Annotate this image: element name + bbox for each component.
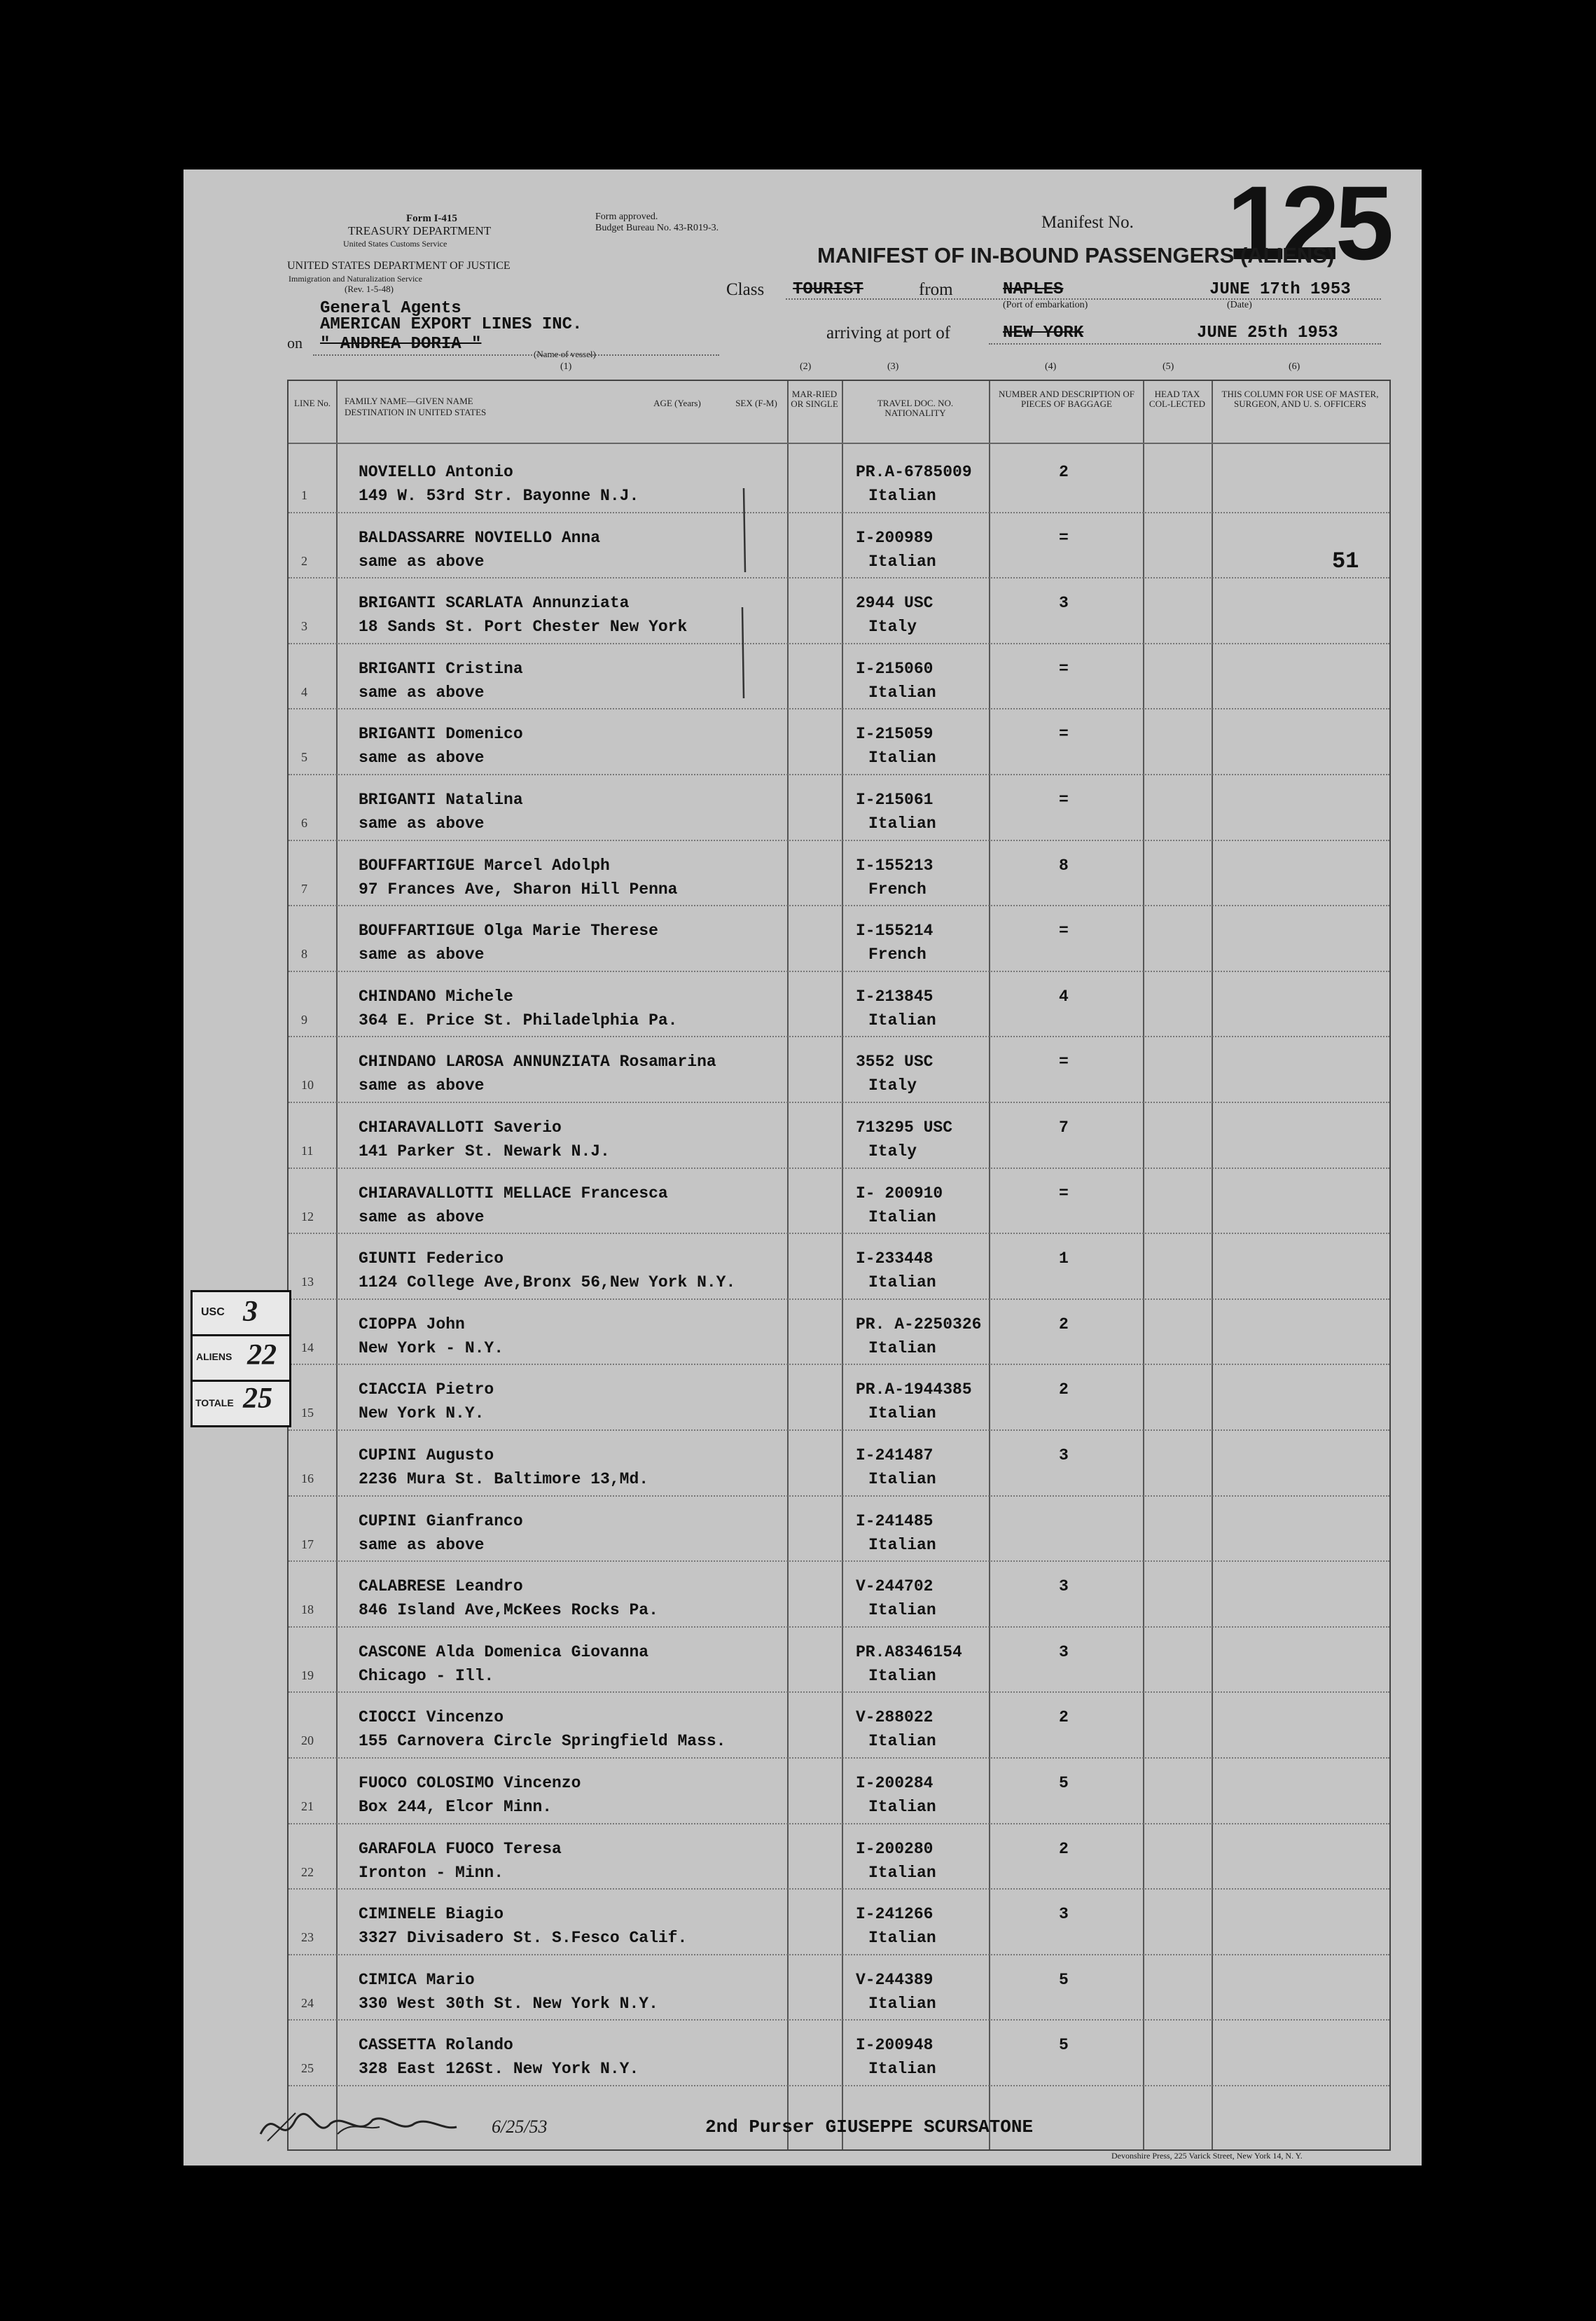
baggage-count: = — [1059, 528, 1069, 547]
passenger-destination: 3327 Divisadero St. S.Fesco Calif. — [359, 1929, 688, 1948]
table-row — [289, 1495, 1389, 1497]
travel-doc-number: I-213845 — [856, 987, 934, 1006]
line-number: 3 — [301, 619, 307, 634]
travel-doc-number: I-241266 — [856, 1905, 934, 1924]
table-row — [289, 1823, 1389, 1824]
line-number: 18 — [301, 1602, 314, 1617]
table-row — [289, 1429, 1389, 1431]
line-number: 25 — [301, 2061, 314, 2076]
travel-doc-number: 713295 USC — [856, 1118, 953, 1137]
baggage-count: 4 — [1059, 987, 1069, 1006]
passenger-name: CIMINELE Biagio — [359, 1905, 504, 1924]
baggage-count: 2 — [1059, 1380, 1069, 1399]
col-sex: SEX (F-M) — [735, 398, 777, 408]
travel-doc-number: I-215061 — [856, 791, 934, 809]
table-row — [289, 1954, 1389, 1955]
passenger-destination: Ironton - Minn. — [359, 1863, 504, 1882]
line-number: 22 — [301, 1864, 314, 1879]
table-row — [289, 1298, 1389, 1300]
col1-marker: (1) — [560, 361, 572, 372]
handwritten-signature — [254, 2092, 520, 2155]
table-row — [289, 1102, 1389, 1103]
table-row — [289, 1888, 1389, 1890]
line-number: 8 — [301, 947, 307, 962]
baggage-count: 3 — [1059, 594, 1069, 613]
nationality: Italy — [868, 618, 917, 637]
manifest-sheet — [183, 164, 1422, 2166]
passenger-name: NOVIELLO Antonio — [359, 463, 513, 481]
manifest-no-label: Manifest No. — [1041, 213, 1134, 232]
baggage-count: 3 — [1059, 1577, 1069, 1596]
baggage-count: 3 — [1059, 1642, 1069, 1661]
travel-doc-number: 3552 USC — [856, 1053, 934, 1072]
baggage-count: 5 — [1059, 1774, 1069, 1792]
manifest-title: MANIFEST OF IN-BOUND PASSENGERS (ALIENS) — [817, 243, 1335, 268]
baggage-count: = — [1059, 1053, 1069, 1072]
arriving-label: arriving at port of — [826, 324, 951, 342]
travel-doc-number: I-200948 — [856, 2036, 934, 2055]
line-number: 20 — [301, 1733, 314, 1748]
class-dotline — [786, 298, 1381, 300]
passenger-name: CHIARAVALLOTI Saverio — [359, 1118, 562, 1137]
col-head-tax: HEAD TAX COL-LECTED — [1149, 389, 1206, 409]
passenger-name: FUOCO COLOSIMO Vincenzo — [359, 1774, 581, 1792]
signature-date: 6/25/53 — [492, 2116, 548, 2137]
total-label: TOTALE — [195, 1397, 234, 1408]
justice-dept: UNITED STATES DEPARTMENT OF JUSTICE — [287, 260, 511, 272]
nationality: Italian — [868, 1666, 936, 1685]
baggage-count: 5 — [1059, 2036, 1069, 2055]
col-destination: DESTINATION IN UNITED STATES — [345, 407, 487, 417]
table-row — [289, 905, 1389, 906]
line-number: 12 — [301, 1209, 314, 1224]
travel-doc-number: V-288022 — [856, 1708, 934, 1727]
usc-label: USC — [201, 1306, 225, 1318]
aliens-count: 22 — [247, 1339, 277, 1371]
table-row — [289, 643, 1389, 644]
passenger-name: CUPINI Augusto — [359, 1446, 494, 1464]
arrival-port: NEW YORK — [1003, 324, 1084, 342]
line-number: 14 — [301, 1340, 314, 1355]
nationality: Italian — [868, 1732, 936, 1751]
line-number: 21 — [301, 1799, 314, 1813]
line-number: 24 — [301, 1995, 314, 2010]
nationality: Italian — [868, 683, 936, 702]
passenger-destination: 18 Sands St. Port Chester New York — [359, 618, 688, 637]
manifest-number: 125 — [1227, 164, 1390, 282]
arrival-dotline — [989, 343, 1381, 345]
table-row — [289, 1168, 1389, 1169]
nationality: Italian — [868, 1994, 936, 2013]
col-married: MAR-RIED OR SINGLE — [791, 389, 838, 409]
travel-doc-number: PR. A-2250326 — [856, 1315, 982, 1333]
line-number: 13 — [301, 1275, 314, 1289]
nationality: Italian — [868, 815, 936, 833]
table-row — [289, 1364, 1389, 1365]
line-number: 15 — [301, 1406, 314, 1420]
baggage-count: = — [1059, 791, 1069, 809]
col-name: FAMILY NAME—GIVEN NAME — [345, 396, 473, 406]
printer-credit: Devonshire Press, 225 Varick Street, New York 14, N. Y. — [1111, 2151, 1303, 2161]
col6-marker: (6) — [1289, 361, 1300, 372]
line-number: 7 — [301, 881, 307, 896]
passenger-destination: 2236 Mura St. Baltimore 13,Md. — [359, 1470, 649, 1488]
embarkation-note: (Port of embarkation) — [1003, 300, 1088, 310]
nationality: Italian — [868, 1011, 936, 1030]
passenger-destination: same as above — [359, 1207, 485, 1226]
table-row — [289, 1233, 1389, 1234]
aliens-label: ALIENS — [196, 1351, 233, 1362]
baggage-count: = — [1059, 659, 1069, 678]
travel-doc-number: I-215059 — [856, 725, 934, 744]
nationality: Italian — [868, 1273, 936, 1292]
table-row — [289, 708, 1389, 709]
passenger-destination: Box 244, Elcor Minn. — [359, 1798, 553, 1816]
passenger-destination: 141 Parker St. Newark N.J. — [359, 1142, 610, 1160]
baggage-count: 2 — [1059, 463, 1069, 481]
passenger-destination: 846 Island Ave,McKees Rocks Pa. — [359, 1601, 658, 1620]
purser-line: 2nd Purser GIUSEPPE SCURSATONE — [705, 2116, 1034, 2138]
travel-doc-number: V-244702 — [856, 1577, 934, 1596]
revision: (Rev. 1-5-48) — [345, 284, 394, 294]
col4-marker: (4) — [1045, 361, 1057, 372]
nationality: Italian — [868, 487, 936, 505]
form-approved: Form approved. — [595, 212, 658, 222]
nationality: French — [868, 945, 927, 964]
nationality: Italian — [868, 1535, 936, 1554]
passenger-name: BOUFFARTIGUE Olga Marie Therese — [359, 922, 658, 941]
travel-doc-number: I-241485 — [856, 1511, 934, 1530]
travel-doc-number: V-244389 — [856, 1970, 934, 1989]
col2-marker: (2) — [800, 361, 812, 372]
passenger-name: CIACCIA Pietro — [359, 1380, 494, 1399]
nationality: Italian — [868, 2060, 936, 2079]
passenger-name: CASSETTA Rolando — [359, 2036, 513, 2055]
baggage-count: 3 — [1059, 1905, 1069, 1924]
passenger-name: BRIGANTI Domenico — [359, 725, 523, 744]
line-number: 17 — [301, 1537, 314, 1551]
class-label: Class — [726, 280, 765, 299]
nationality: Italian — [868, 1207, 936, 1226]
travel-doc-number: PR.A-1944385 — [856, 1380, 972, 1399]
line-number: 1 — [301, 488, 307, 502]
nationality: Italian — [868, 1929, 936, 1948]
passenger-destination: same as above — [359, 815, 485, 833]
baggage-count: 2 — [1059, 1315, 1069, 1333]
passenger-destination: same as above — [359, 683, 485, 702]
line-number: 4 — [301, 684, 307, 699]
travel-doc-number: PR.A8346154 — [856, 1642, 962, 1661]
nationality: Italy — [868, 1076, 917, 1095]
col-line-no: LINE No. — [294, 398, 331, 408]
line-number: 9 — [301, 1012, 307, 1027]
passenger-destination: same as above — [359, 552, 485, 571]
col5-marker: (5) — [1163, 361, 1174, 372]
from-value: NAPLES — [1003, 280, 1064, 299]
passenger-name: CIOPPA John — [359, 1315, 465, 1333]
nationality: Italian — [868, 749, 936, 768]
col-officers: THIS COLUMN FOR USE OF MASTER, SURGEON, AND U. S. OFFICERS — [1221, 389, 1379, 409]
baggage-count: 1 — [1059, 1249, 1069, 1268]
baggage-count: 7 — [1059, 1118, 1069, 1137]
table-row — [289, 840, 1389, 841]
passenger-name: BRIGANTI Cristina — [359, 659, 523, 678]
baggage-count: 5 — [1059, 1970, 1069, 1989]
line-number: 11 — [301, 1144, 314, 1158]
passenger-name: CUPINI Gianfranco — [359, 1511, 523, 1530]
table-row — [289, 512, 1389, 513]
line-number: 6 — [301, 816, 307, 830]
class-value: TOURIST — [793, 280, 863, 299]
vessel-dotline — [313, 354, 719, 356]
travel-doc-number: PR.A-6785009 — [856, 463, 972, 481]
nationality: Italian — [868, 1798, 936, 1816]
passenger-destination: 155 Carnovera Circle Springfield Mass. — [359, 1732, 726, 1751]
date-note: (Date) — [1227, 300, 1252, 310]
travel-doc-number: I-155214 — [856, 922, 934, 941]
passenger-name: CIMICA Mario — [359, 1970, 475, 1989]
table-row — [289, 774, 1389, 775]
usc-count: 3 — [243, 1296, 258, 1328]
travel-doc-number: I-200284 — [856, 1774, 934, 1792]
form-number: Form I-415 — [406, 213, 457, 224]
officer-note: 51 — [1332, 548, 1359, 574]
from-label: from — [919, 280, 953, 299]
passenger-name: BALDASSARRE NOVIELLO Anna — [359, 528, 601, 547]
baggage-count: = — [1059, 1184, 1069, 1203]
nationality: Italian — [868, 1404, 936, 1423]
nationality: Italian — [868, 1338, 936, 1357]
passenger-destination: 149 W. 53rd Str. Bayonne N.J. — [359, 487, 639, 505]
travel-doc-number: I-215060 — [856, 659, 934, 678]
table-row — [289, 2019, 1389, 2021]
passenger-name: GIUNTI Federico — [359, 1249, 504, 1268]
passenger-destination: 328 East 126St. New York N.Y. — [359, 2060, 639, 2079]
baggage-count: = — [1059, 922, 1069, 941]
arrival-date: JUNE 25th 1953 — [1197, 324, 1338, 342]
on-label: on — [287, 334, 303, 352]
tally-stamp — [190, 1290, 291, 1427]
ins-service: Immigration and Naturalization Service — [289, 274, 422, 284]
departure-date: JUNE 17th 1953 — [1209, 280, 1351, 299]
passenger-name: GARAFOLA FUOCO Teresa — [359, 1839, 562, 1858]
passenger-name: CASCONE Alda Domenica Giovanna — [359, 1642, 649, 1661]
passenger-destination: same as above — [359, 749, 485, 768]
passenger-destination: 97 Frances Ave, Sharon Hill Penna — [359, 880, 678, 899]
travel-doc-number: I-200280 — [856, 1839, 934, 1858]
table-row — [289, 1691, 1389, 1693]
agents-line1: General Agents — [320, 299, 462, 318]
line-number: 10 — [301, 1078, 314, 1093]
line-number: 2 — [301, 553, 307, 568]
passenger-table — [287, 380, 1391, 2151]
passenger-name: CHINDANO Michele — [359, 987, 513, 1006]
baggage-count: 2 — [1059, 1708, 1069, 1727]
passenger-name: CIOCCI Vincenzo — [359, 1708, 504, 1727]
travel-doc-number: I-155213 — [856, 856, 934, 875]
line-number: 23 — [301, 1930, 314, 1945]
table-row — [289, 1036, 1389, 1037]
line-number: 5 — [301, 750, 307, 765]
table-row — [289, 1757, 1389, 1759]
nationality: Italian — [868, 1601, 936, 1620]
table-row — [289, 1626, 1389, 1628]
passenger-destination: same as above — [359, 945, 485, 964]
passenger-destination: 364 E. Price St. Philadelphia Pa. — [359, 1011, 678, 1030]
passenger-destination: New York N.Y. — [359, 1404, 485, 1423]
col-travel-doc: TRAVEL DOC. NO. NATIONALITY — [877, 398, 954, 418]
col-baggage: NUMBER AND DESCRIPTION OF PIECES OF BAGGAGE — [999, 389, 1134, 409]
vessel-note: (Name of vessel) — [534, 349, 596, 359]
passenger-name: BRIGANTI Natalina — [359, 791, 523, 809]
baggage-count: 2 — [1059, 1839, 1069, 1858]
baggage-count: = — [1059, 725, 1069, 744]
table-row — [289, 971, 1389, 972]
travel-doc-number: 2944 USC — [856, 594, 934, 613]
travel-doc-number: I-233448 — [856, 1249, 934, 1268]
nationality: Italian — [868, 1470, 936, 1488]
agents-line2: AMERICAN EXPORT LINES INC. — [320, 315, 583, 334]
passenger-destination: New York - N.Y. — [359, 1338, 504, 1357]
col3-marker: (3) — [887, 361, 899, 372]
nationality: Italian — [868, 1863, 936, 1882]
nationality: French — [868, 880, 927, 899]
passenger-name: BOUFFARTIGUE Marcel Adolph — [359, 856, 610, 875]
total-count: 25 — [243, 1383, 272, 1415]
treasury-dept: TREASURY DEPARTMENT — [348, 224, 492, 237]
passenger-destination: Chicago - Ill. — [359, 1666, 494, 1685]
line-number: 16 — [301, 1471, 314, 1485]
table-row — [289, 1560, 1389, 1562]
passenger-name: CHINDANO LAROSA ANNUNZIATA Rosamarina — [359, 1053, 716, 1072]
passenger-name: CHIARAVALLOTTI MELLACE Francesca — [359, 1184, 668, 1203]
customs-service: United States Customs Service — [343, 239, 447, 249]
passenger-name: BRIGANTI SCARLATA Annunziata — [359, 594, 630, 613]
baggage-count: 3 — [1059, 1446, 1069, 1464]
travel-doc-number: I-200989 — [856, 528, 934, 547]
nationality: Italian — [868, 552, 936, 571]
nationality: Italy — [868, 1142, 917, 1160]
baggage-count: 8 — [1059, 856, 1069, 875]
col-age: AGE (Years) — [653, 398, 701, 408]
check-marks — [730, 488, 758, 754]
passenger-destination: same as above — [359, 1076, 485, 1095]
table-row — [289, 2085, 1389, 2086]
line-number: 19 — [301, 1668, 314, 1682]
passenger-name: CALABRESE Leandro — [359, 1577, 523, 1596]
passenger-destination: 330 West 30th St. New York N.Y. — [359, 1994, 658, 2013]
passenger-destination: same as above — [359, 1535, 485, 1554]
budget-bureau: Budget Bureau No. 43-R019-3. — [595, 223, 719, 233]
passenger-destination: 1124 College Ave,Bronx 56,New York N.Y. — [359, 1273, 736, 1292]
travel-doc-number: I- 200910 — [856, 1184, 943, 1203]
vessel-name: " ANDREA DORIA " — [320, 335, 482, 354]
travel-doc-number: I-241487 — [856, 1446, 934, 1464]
table-row — [289, 577, 1389, 578]
